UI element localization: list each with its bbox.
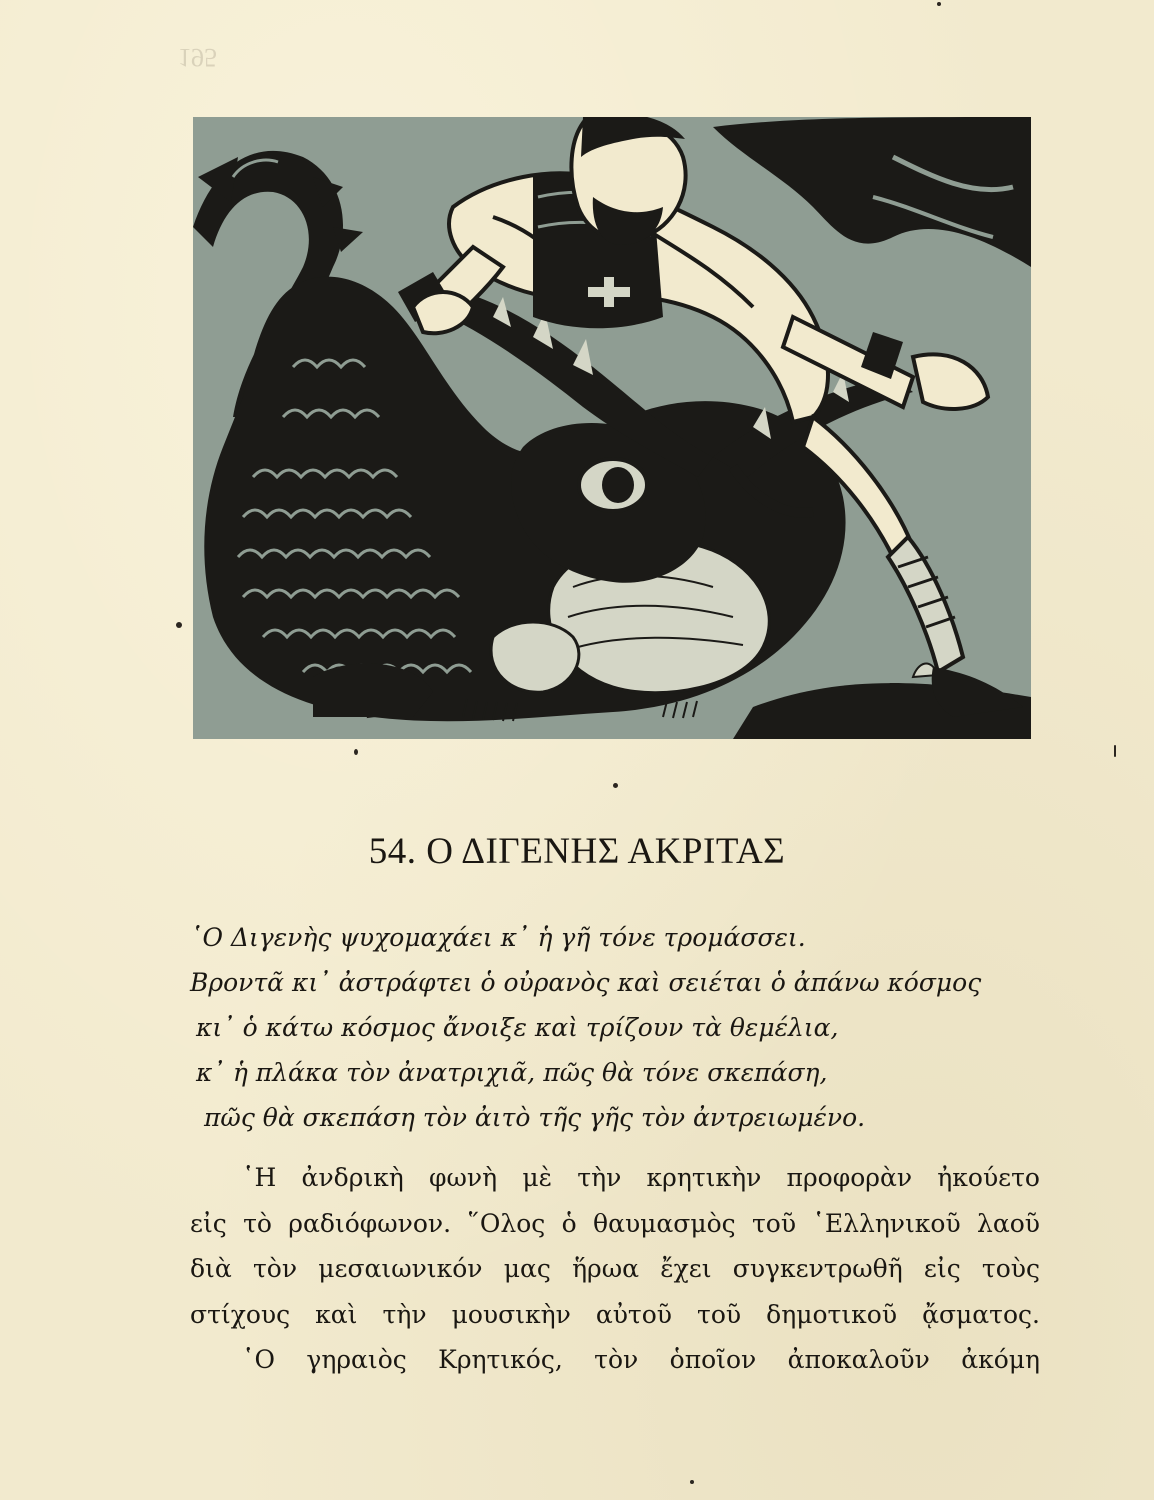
poem-line: κ᾽ ἡ πλάκα τὸν ἀνατριχιᾶ, πῶς θὰ τόνε σκεπάση, bbox=[196, 1058, 828, 1087]
prose-line: ῾Η ἀνδρικὴ φωνὴ μὲ τὴν κρητικὴν προφορὰν ἠκούετο bbox=[242, 1163, 1040, 1192]
paper-speck bbox=[176, 622, 182, 628]
paper-speck bbox=[937, 2, 941, 6]
prose-line: ῾Ο γηραιὸς Κρητικός, τὸν ὁποῖον ἀποκαλοῦν ἀκόμη bbox=[242, 1345, 1040, 1374]
poem-line: ῾Ο Διγενὴς ψυχομαχάει κ᾽ ἡ γῆ τόνε τρομάσσει. bbox=[190, 923, 806, 952]
paper-speck bbox=[354, 749, 358, 755]
poem-line: Βροντᾶ κι᾽ ἀστράφτει ὁ οὐρανὸς καὶ σειέται ὁ ἀπάνω κόσμος bbox=[190, 968, 982, 997]
woodcut-image bbox=[193, 117, 1031, 739]
prose-body bbox=[190, 1155, 1040, 1383]
prose-line: εἰς τὸ ραδιόφωνον. ῞Ολος ὁ θαυμασμὸς τοῦ ῾Ελληνικοῦ λαοῦ bbox=[190, 1208, 1040, 1238]
paper-speck bbox=[690, 1480, 694, 1484]
poem-line: πῶς θὰ σκεπάση τὸν ἀιτὸ τῆς γῆς τὸν ἀντρειωμένο. bbox=[204, 1103, 866, 1132]
poem-verse bbox=[190, 915, 1060, 1140]
show-through-page-number: 195 bbox=[178, 43, 217, 72]
section-title: 54. Ο ΔΙΓΕΝΗΣ ΑΚΡΙΤΑΣ bbox=[368, 831, 786, 872]
illustration-hero-dragon bbox=[193, 117, 1031, 739]
poem-line: κι᾽ ὁ κάτω κόσμος ἄνοιξε καὶ τρίζουν τὰ θεμέλια, bbox=[196, 1013, 839, 1042]
paper-speck bbox=[613, 783, 618, 788]
paper-speck bbox=[1114, 745, 1116, 757]
prose-line: στίχους καὶ τὴν μουσικὴν αὐτοῦ τοῦ δημοτικοῦ ᾄσματος. bbox=[190, 1299, 1040, 1329]
prose-line: διὰ τὸν μεσαιωνικόν μας ἥρωα ἔχει συγκεντρωθῆ εἰς τοὺς bbox=[190, 1254, 1040, 1283]
